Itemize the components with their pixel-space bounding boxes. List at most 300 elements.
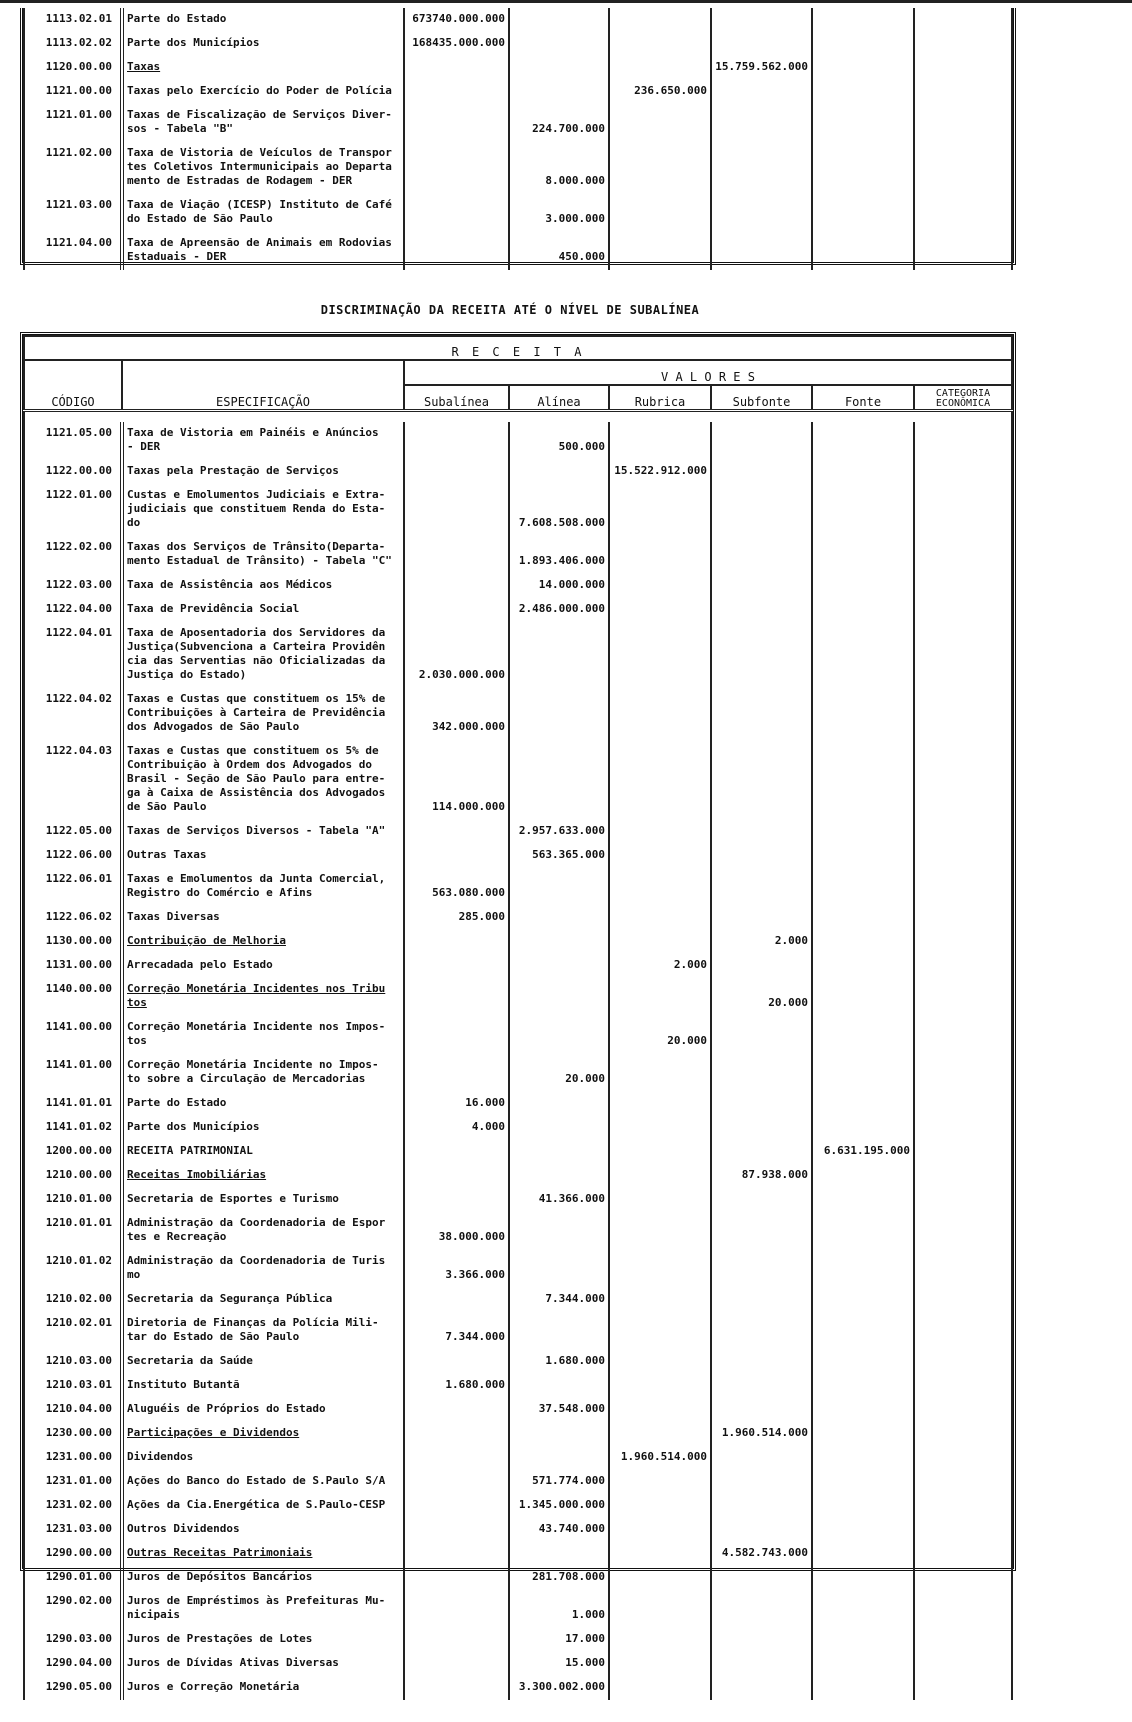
row-code: 1210.03.01 [24, 1374, 122, 1398]
row-code: 1141.01.02 [24, 1116, 122, 1140]
row-specification [122, 930, 404, 954]
empty-cell [711, 1590, 812, 1628]
row-specification [122, 978, 404, 1016]
table-row [24, 1016, 1012, 1054]
empty-cell [404, 1542, 509, 1566]
top-rule [0, 0, 1132, 3]
row-specification [122, 598, 404, 622]
spec-line: Parte do Estado [127, 1096, 227, 1109]
row-specification [122, 1494, 404, 1518]
empty-cell [914, 1140, 1012, 1164]
empty-cell [914, 1422, 1012, 1446]
empty-cell [609, 740, 711, 820]
row-value: 43.740.000 [509, 1518, 609, 1542]
empty-cell [914, 536, 1012, 574]
empty-cell [914, 1398, 1012, 1422]
table-row [24, 622, 1012, 688]
spec-line: RECEITA PATRIMONIAL [127, 1144, 253, 1157]
empty-cell [812, 422, 914, 460]
empty-cell [711, 1494, 812, 1518]
row-specification [122, 954, 404, 978]
empty-cell [914, 978, 1012, 1016]
row-specification [122, 1590, 404, 1628]
row-code: 1141.00.00 [24, 1016, 122, 1054]
empty-cell [711, 844, 812, 868]
empty-cell [812, 1398, 914, 1422]
row-specification [122, 194, 404, 232]
empty-cell [404, 194, 509, 232]
spec-line: Administração da Coordenadoria de Turis [127, 1254, 386, 1267]
row-value: 15.000 [509, 1652, 609, 1676]
empty-cell [711, 1350, 812, 1374]
empty-cell [812, 56, 914, 80]
empty-cell [812, 1116, 914, 1140]
spec-line: tes e Recreação [127, 1230, 227, 1243]
row-value: 20.000 [609, 1016, 711, 1054]
spec-line: Ações da Cia.Energética de S.Paulo-CESP [127, 1498, 386, 1511]
empty-cell [404, 80, 509, 104]
empty-cell [914, 1312, 1012, 1350]
subfonte-header: Subfonte [711, 385, 812, 411]
spec-line: Parte dos Municípios [127, 1120, 260, 1133]
row-specification [122, 80, 404, 104]
table-row [24, 906, 1012, 930]
empty-cell [609, 1188, 711, 1212]
empty-cell [711, 142, 812, 194]
row-code: 1231.02.00 [24, 1494, 122, 1518]
row-value: 8.000.000 [509, 142, 609, 194]
row-specification [122, 422, 404, 460]
row-specification [122, 1652, 404, 1676]
row-value: 1.680.000 [509, 1350, 609, 1374]
empty-cell [812, 1470, 914, 1494]
row-code: 1120.00.00 [24, 56, 122, 80]
row-specification [122, 1188, 404, 1212]
empty-cell [609, 1676, 711, 1700]
empty-cell [609, 1590, 711, 1628]
row-specification [122, 1092, 404, 1116]
spec-line: Outras Receitas Patrimoniais [127, 1546, 313, 1559]
empty-cell [812, 1446, 914, 1470]
empty-cell [914, 954, 1012, 978]
empty-cell [812, 598, 914, 622]
empty-cell [404, 1628, 509, 1652]
empty-cell [609, 32, 711, 56]
row-code: 1200.00.00 [24, 1140, 122, 1164]
empty-cell [509, 8, 609, 32]
spec-line: do [127, 516, 141, 529]
row-specification [122, 1212, 404, 1250]
empty-cell [812, 1054, 914, 1092]
row-value: 15.522.912.000 [609, 460, 711, 484]
empty-cell [509, 688, 609, 740]
row-specification [122, 820, 404, 844]
empty-cell [509, 1422, 609, 1446]
empty-cell [404, 1518, 509, 1542]
empty-cell [711, 460, 812, 484]
empty-cell [812, 142, 914, 194]
spec-line: Secretaria da Segurança Pública [127, 1292, 333, 1305]
empty-cell [812, 622, 914, 688]
spec-line: Secretaria de Esportes e Turismo [127, 1192, 339, 1205]
empty-cell [609, 1164, 711, 1188]
table-row [24, 1092, 1012, 1116]
empty-cell [914, 104, 1012, 142]
spec-line: Juros de Prestações de Lotes [127, 1632, 313, 1645]
empty-cell [914, 1164, 1012, 1188]
empty-cell [404, 1288, 509, 1312]
empty-cell [914, 32, 1012, 56]
row-code: 1122.04.03 [24, 740, 122, 820]
spec-line: de São Paulo [127, 800, 207, 813]
row-value: 2.000 [609, 954, 711, 978]
empty-cell [609, 56, 711, 80]
empty-cell [509, 56, 609, 80]
row-code: 1122.06.01 [24, 868, 122, 906]
empty-cell [812, 484, 914, 536]
spec-line: mento Estadual de Trânsito) - Tabela "C" [127, 554, 392, 567]
empty-cell [812, 1566, 914, 1590]
table-row [24, 598, 1012, 622]
table-row [24, 1542, 1012, 1566]
spec-line: tar do Estado de São Paulo [127, 1330, 300, 1343]
spec-line: Instituto Butantã [127, 1378, 240, 1391]
table-row [24, 1494, 1012, 1518]
empty-cell [404, 978, 509, 1016]
empty-cell [914, 1494, 1012, 1518]
empty-cell [404, 1054, 509, 1092]
table-row [24, 1566, 1012, 1590]
spec-line: Estaduais - DER [127, 250, 227, 263]
table-row [24, 1676, 1012, 1700]
empty-cell [609, 844, 711, 868]
empty-cell [711, 1188, 812, 1212]
empty-cell [509, 1212, 609, 1250]
table-row [24, 1212, 1012, 1250]
table-row [24, 1398, 1012, 1422]
row-value: 1.680.000 [404, 1374, 509, 1398]
empty-cell [812, 844, 914, 868]
table-row [24, 1446, 1012, 1470]
row-specification [122, 1016, 404, 1054]
empty-cell [609, 484, 711, 536]
empty-cell [711, 1518, 812, 1542]
table-row [24, 460, 1012, 484]
spec-line: Taxas pela Prestação de Serviços [127, 464, 339, 477]
empty-cell [914, 1542, 1012, 1566]
empty-cell [509, 930, 609, 954]
spec-line: Taxas [127, 60, 161, 73]
empty-cell [609, 1542, 711, 1566]
spec-line: Taxas pelo Exercício do Poder de Polícia [127, 84, 392, 97]
empty-cell [609, 1092, 711, 1116]
empty-cell [509, 1092, 609, 1116]
spec-line: Taxa de Aposentadoria dos Servidores da [127, 626, 386, 639]
row-code: 1290.00.00 [24, 1542, 122, 1566]
row-code: 1231.03.00 [24, 1518, 122, 1542]
empty-cell [812, 104, 914, 142]
row-code: 1122.04.02 [24, 688, 122, 740]
empty-cell [914, 1676, 1012, 1700]
empty-cell [404, 422, 509, 460]
empty-cell [711, 80, 812, 104]
empty-cell [711, 1116, 812, 1140]
empty-cell [609, 1374, 711, 1398]
empty-cell [609, 194, 711, 232]
spec-line: Brasil - Seção de São Paulo para entre- [127, 772, 386, 785]
empty-cell [812, 1288, 914, 1312]
spec-line: Taxas e Custas que constituem os 15% de [127, 692, 386, 705]
empty-cell [609, 1350, 711, 1374]
table-row [24, 930, 1012, 954]
row-specification [122, 1350, 404, 1374]
empty-cell [404, 820, 509, 844]
table-row [24, 1054, 1012, 1092]
empty-cell [812, 820, 914, 844]
spec-line: do Estado de São Paulo [127, 212, 273, 225]
empty-cell [914, 1590, 1012, 1628]
empty-cell [914, 80, 1012, 104]
empty-cell [609, 1312, 711, 1350]
row-specification [122, 688, 404, 740]
table-row [24, 1140, 1012, 1164]
table-row [24, 574, 1012, 598]
row-code: 1121.02.00 [24, 142, 122, 194]
empty-cell [609, 142, 711, 194]
spec-line: Outros Dividendos [127, 1522, 240, 1535]
empty-cell [404, 484, 509, 536]
row-code: 1290.04.00 [24, 1652, 122, 1676]
empty-cell [711, 1398, 812, 1422]
spec-line: Correção Monetária Incidente nos Impos- [127, 1020, 386, 1033]
row-specification [122, 8, 404, 32]
spec-line: Justiça do Estado) [127, 668, 247, 681]
empty-cell [711, 194, 812, 232]
row-value: 500.000 [509, 422, 609, 460]
row-code: 1121.05.00 [24, 422, 122, 460]
spec-line: Outras Taxas [127, 848, 207, 861]
spec-line: Receitas Imobiliárias [127, 1168, 267, 1181]
row-specification [122, 740, 404, 820]
empty-cell [404, 1164, 509, 1188]
table-row [24, 978, 1012, 1016]
row-value: 236.650.000 [609, 80, 711, 104]
empty-cell [914, 194, 1012, 232]
empty-cell [914, 868, 1012, 906]
empty-cell [609, 574, 711, 598]
row-specification [122, 1566, 404, 1590]
empty-cell [711, 906, 812, 930]
row-code: 1122.06.00 [24, 844, 122, 868]
row-specification [122, 1446, 404, 1470]
empty-cell [509, 1140, 609, 1164]
empty-cell [812, 930, 914, 954]
empty-cell [509, 1312, 609, 1350]
fonte-header: Fonte [812, 385, 914, 411]
empty-cell [404, 1652, 509, 1676]
empty-cell [404, 930, 509, 954]
receita-header: R E C E I T A [24, 336, 1012, 360]
table-row [24, 688, 1012, 740]
row-value: 3.000.000 [509, 194, 609, 232]
spec-line: Arrecadada pelo Estado [127, 958, 273, 971]
row-value: 2.000 [711, 930, 812, 954]
row-specification [122, 536, 404, 574]
empty-cell [609, 1422, 711, 1446]
empty-cell [711, 954, 812, 978]
categoria-header: CATEGORIA ECONÔMICA [914, 385, 1012, 411]
table-row [24, 56, 1012, 80]
empty-cell [812, 80, 914, 104]
empty-cell [914, 1374, 1012, 1398]
empty-cell [509, 1446, 609, 1470]
empty-cell [711, 484, 812, 536]
empty-cell [404, 1398, 509, 1422]
empty-cell [509, 868, 609, 906]
row-code: 1131.00.00 [24, 954, 122, 978]
row-code: 1210.03.00 [24, 1350, 122, 1374]
row-specification [122, 142, 404, 194]
empty-cell [812, 32, 914, 56]
row-code: 1121.04.00 [24, 232, 122, 270]
empty-cell [711, 232, 812, 270]
row-code: 1210.02.00 [24, 1288, 122, 1312]
spec-line: Contribuições à Carteira de Previdência [127, 706, 386, 719]
empty-cell [711, 32, 812, 56]
empty-cell [914, 688, 1012, 740]
row-code: 1230.00.00 [24, 1422, 122, 1446]
empty-cell [914, 1116, 1012, 1140]
spec-line: nicipais [127, 1608, 180, 1621]
empty-cell [812, 1212, 914, 1250]
row-code: 1290.05.00 [24, 1676, 122, 1700]
row-value: 1.960.514.000 [711, 1422, 812, 1446]
spec-line: Taxa de Vistoria em Painéis e Anúncios [127, 426, 379, 439]
empty-cell [812, 1518, 914, 1542]
empty-cell [509, 32, 609, 56]
row-specification [122, 1140, 404, 1164]
row-code: 1210.01.00 [24, 1188, 122, 1212]
empty-cell [711, 598, 812, 622]
row-value: 15.759.562.000 [711, 56, 812, 80]
empty-cell [609, 422, 711, 460]
empty-cell [609, 1470, 711, 1494]
top-table [20, 8, 1016, 265]
empty-cell [609, 1054, 711, 1092]
spec-line: tos [127, 996, 147, 1009]
spec-line: ga à Caixa de Assistência dos Advogados [127, 786, 386, 799]
row-code: 1210.00.00 [24, 1164, 122, 1188]
empty-cell [914, 574, 1012, 598]
empty-cell [914, 740, 1012, 820]
empty-cell [812, 1374, 914, 1398]
row-code: 1122.03.00 [24, 574, 122, 598]
empty-cell [404, 1676, 509, 1700]
row-code: 1140.00.00 [24, 978, 122, 1016]
empty-cell [404, 1422, 509, 1446]
empty-cell [404, 844, 509, 868]
row-specification [122, 56, 404, 80]
spec-line: Correção Monetária Incidentes nos Tribu [127, 982, 386, 995]
spec-line: Juros de Empréstimos às Prefeituras Mu- [127, 1594, 386, 1607]
empty-cell [914, 622, 1012, 688]
empty-cell [812, 1016, 914, 1054]
row-specification [122, 868, 404, 906]
row-value: 281.708.000 [509, 1566, 609, 1590]
row-code: 1113.02.02 [24, 32, 122, 56]
empty-cell [711, 1566, 812, 1590]
row-value: 2.957.633.000 [509, 820, 609, 844]
row-code: 1141.01.00 [24, 1054, 122, 1092]
row-value: 168435.000.000 [404, 32, 509, 56]
row-code: 1290.03.00 [24, 1628, 122, 1652]
row-value: 3.300.002.000 [509, 1676, 609, 1700]
row-code: 1210.02.01 [24, 1312, 122, 1350]
row-code: 1121.00.00 [24, 80, 122, 104]
empty-cell [609, 978, 711, 1016]
spec-line: cia das Serventias não Oficializadas da [127, 654, 386, 667]
empty-cell [404, 1494, 509, 1518]
row-specification [122, 232, 404, 270]
empty-cell [812, 1628, 914, 1652]
empty-cell [509, 906, 609, 930]
row-specification [122, 1250, 404, 1288]
row-value: 1.893.406.000 [509, 536, 609, 574]
empty-cell [711, 1250, 812, 1288]
spec-line: Juros e Correção Monetária [127, 1680, 300, 1693]
spec-line: Diretoria de Finanças da Polícia Mili- [127, 1316, 379, 1329]
empty-cell [914, 1016, 1012, 1054]
spec-line: Registro do Comércio e Afins [127, 886, 313, 899]
empty-cell [609, 930, 711, 954]
spec-line: - DER [127, 440, 161, 453]
table-row [24, 820, 1012, 844]
row-value: 3.366.000 [404, 1250, 509, 1288]
empty-cell [711, 574, 812, 598]
empty-cell [711, 1212, 812, 1250]
table-row [24, 1518, 1012, 1542]
spec-line: Administração da Coordenadoria de Espor [127, 1216, 386, 1229]
empty-cell [711, 422, 812, 460]
empty-cell [404, 1016, 509, 1054]
empty-cell [914, 422, 1012, 460]
empty-cell [914, 820, 1012, 844]
especificacao-header: ESPECIFICAÇÃO [122, 360, 404, 411]
empty-cell [509, 80, 609, 104]
spec-line: Taxa de Apreensão de Animais em Rodovias [127, 236, 392, 249]
empty-cell [914, 1518, 1012, 1542]
empty-cell [609, 1398, 711, 1422]
row-specification [122, 460, 404, 484]
row-code: 1290.02.00 [24, 1590, 122, 1628]
empty-cell [609, 1494, 711, 1518]
empty-cell [812, 978, 914, 1016]
row-value: 571.774.000 [509, 1470, 609, 1494]
empty-cell [609, 104, 711, 142]
empty-cell [812, 1422, 914, 1446]
empty-cell [812, 1250, 914, 1288]
row-code: 1130.00.00 [24, 930, 122, 954]
empty-cell [914, 1092, 1012, 1116]
empty-cell [509, 1542, 609, 1566]
empty-cell [812, 1350, 914, 1374]
row-specification [122, 844, 404, 868]
row-value: 7.344.000 [404, 1312, 509, 1350]
empty-cell [812, 1542, 914, 1566]
empty-cell [509, 1164, 609, 1188]
empty-cell [711, 820, 812, 844]
empty-cell [609, 820, 711, 844]
